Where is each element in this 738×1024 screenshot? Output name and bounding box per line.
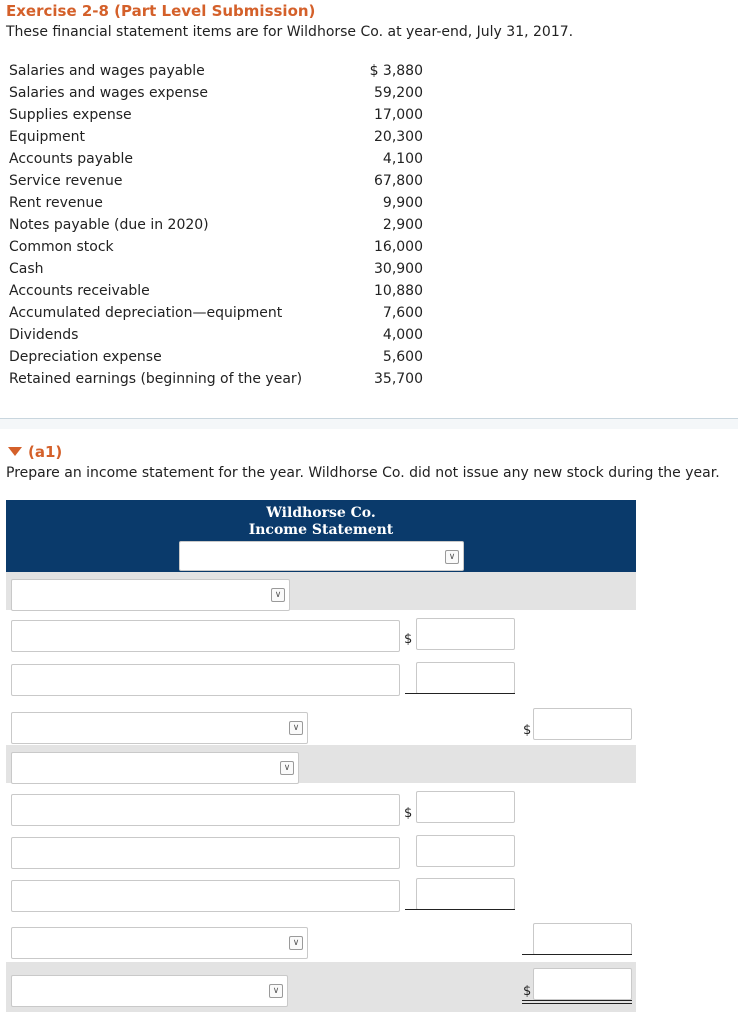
currency-symbol: $ <box>523 984 532 999</box>
list-item <box>9 281 429 303</box>
list-item <box>9 215 429 237</box>
net-income-amount-input[interactable] <box>533 968 632 1000</box>
item-value: $ 3,880 <box>369 63 423 79</box>
list-item <box>9 193 429 215</box>
chevron-down-icon: ∨ <box>269 984 283 998</box>
item-label: Cash <box>9 261 44 277</box>
statement-type: Income Statement <box>248 522 394 538</box>
item-value: 7,600 <box>382 305 423 321</box>
item-value: 20,300 <box>374 129 423 145</box>
part-description: Prepare an income statement for the year. Wildhorse Co. did not issue any new stock during the year. <box>6 465 720 481</box>
currency-symbol: $ <box>404 806 413 821</box>
amount-input[interactable] <box>416 618 515 650</box>
item-value: 5,600 <box>382 349 423 365</box>
total-amount-input[interactable] <box>533 923 632 955</box>
item-value: 4,000 <box>382 327 423 343</box>
list-item <box>9 127 429 149</box>
amount-input[interactable] <box>416 791 515 823</box>
total-underline <box>522 954 632 955</box>
account-name-input[interactable] <box>11 620 400 652</box>
total-label-select[interactable] <box>11 712 308 744</box>
item-value: 4,100 <box>382 151 423 167</box>
section-divider <box>0 418 738 429</box>
section-heading-select[interactable] <box>11 579 290 611</box>
list-item <box>9 83 429 105</box>
account-name-input[interactable] <box>11 880 400 912</box>
account-name-input[interactable] <box>11 837 400 869</box>
double-underline <box>522 1000 632 1001</box>
item-label: Salaries and wages payable <box>9 63 205 79</box>
subtotal-underline <box>405 693 515 694</box>
item-value: 35,700 <box>374 371 423 387</box>
amount-input[interactable] <box>416 662 515 694</box>
list-item <box>9 171 429 193</box>
company-name: Wildhorse Co. <box>266 505 376 521</box>
item-value: 17,000 <box>374 107 423 123</box>
list-item <box>9 303 429 325</box>
part-label: (a1) <box>28 443 63 461</box>
list-item <box>9 259 429 281</box>
item-label: Service revenue <box>9 173 123 189</box>
period-select[interactable] <box>179 541 464 571</box>
item-label: Accumulated depreciation—equipment <box>9 305 283 321</box>
currency-symbol: $ <box>523 723 532 738</box>
caret-down-icon <box>8 447 22 456</box>
total-label-select[interactable] <box>11 927 308 959</box>
chevron-down-icon: ∨ <box>280 761 294 775</box>
item-label: Retained earnings (beginning of the year) <box>9 371 303 387</box>
total-amount-input[interactable] <box>533 708 632 740</box>
account-name-input[interactable] <box>11 794 400 826</box>
chevron-down-icon: ∨ <box>445 550 459 564</box>
item-value: 59,200 <box>374 85 423 101</box>
item-value: 9,900 <box>382 195 423 211</box>
item-value: 67,800 <box>374 173 423 189</box>
exercise-title: Exercise 2-8 (Part Level Submission) <box>6 2 316 20</box>
list-item <box>9 105 429 127</box>
part-toggle[interactable] <box>8 443 62 461</box>
list-item <box>9 149 429 171</box>
chevron-down-icon: ∨ <box>289 721 303 735</box>
section-heading-select[interactable] <box>11 752 299 784</box>
item-label: Accounts payable <box>9 151 133 167</box>
list-item <box>9 325 429 347</box>
item-value: 2,900 <box>382 217 423 233</box>
item-label: Supplies expense <box>9 107 132 123</box>
list-item <box>9 369 429 391</box>
item-label: Depreciation expense <box>9 349 162 365</box>
list-item <box>9 347 429 369</box>
item-label: Salaries and wages expense <box>9 85 208 101</box>
item-value: 16,000 <box>374 239 423 255</box>
item-label: Accounts receivable <box>9 283 150 299</box>
item-label: Notes payable (due in 2020) <box>9 217 209 233</box>
item-label: Common stock <box>9 239 114 255</box>
account-name-input[interactable] <box>11 664 400 696</box>
item-label: Rent revenue <box>9 195 103 211</box>
chevron-down-icon: ∨ <box>271 588 285 602</box>
item-value: 10,880 <box>374 283 423 299</box>
item-value: 30,900 <box>374 261 423 277</box>
exercise-intro: These financial statement items are for Wildhorse Co. at year-end, July 31, 2017. <box>6 24 574 40</box>
list-item <box>9 237 429 259</box>
amount-input[interactable] <box>416 878 515 910</box>
chevron-down-icon: ∨ <box>289 936 303 950</box>
list-item <box>9 61 429 83</box>
amount-input[interactable] <box>416 835 515 867</box>
double-underline <box>522 1003 632 1004</box>
item-label: Equipment <box>9 129 85 145</box>
item-label: Dividends <box>9 327 79 343</box>
financial-items-list <box>9 61 429 391</box>
currency-symbol: $ <box>404 632 413 647</box>
subtotal-underline <box>405 909 515 910</box>
net-income-label-select[interactable] <box>11 975 288 1007</box>
